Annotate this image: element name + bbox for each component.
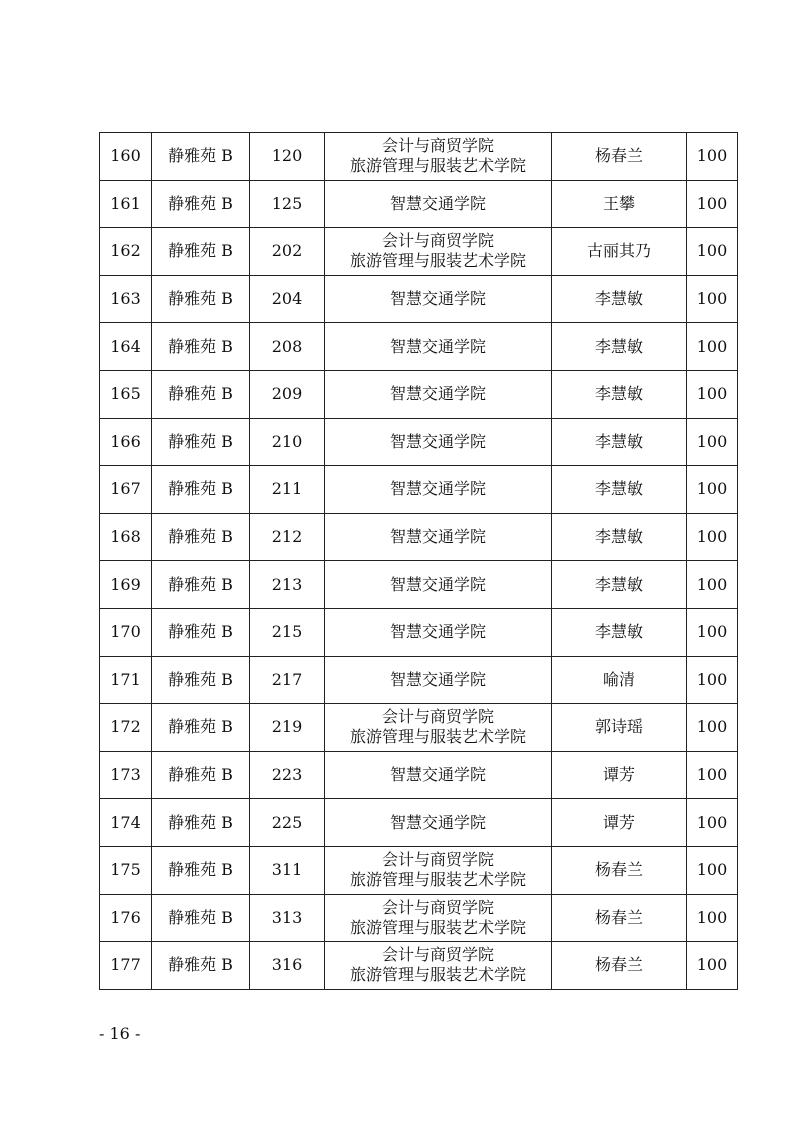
score-cell: 100 (687, 846, 738, 894)
college-cell (325, 894, 552, 942)
score-cell: 100 (687, 513, 738, 561)
table-row (100, 561, 738, 609)
score-cell: 100 (687, 799, 738, 847)
row-number-cell: 161 (100, 180, 152, 228)
table-row (100, 942, 738, 990)
page-number: - 16 - (99, 1024, 141, 1043)
row-number-cell: 166 (100, 418, 152, 466)
row-number-cell: 174 (100, 799, 152, 847)
table-row (100, 513, 738, 561)
score-cell: 100 (687, 133, 738, 181)
table-row (100, 894, 738, 942)
table-row (100, 133, 738, 181)
building-cell: 静雅苑 B (152, 751, 250, 799)
manager-name-cell: 杨春兰 (552, 846, 687, 894)
college-name: 智慧交通学院 (389, 669, 486, 689)
college-name: 会计与商贸学院 (381, 945, 494, 965)
college-name: 智慧交通学院 (389, 812, 486, 832)
college-cell (325, 561, 552, 609)
building-cell: 静雅苑 B (152, 323, 250, 371)
score-cell: 100 (687, 656, 738, 704)
college-cell (325, 323, 552, 371)
score-cell: 100 (687, 418, 738, 466)
manager-name-cell: 李慧敏 (552, 323, 687, 371)
room-cell: 311 (250, 846, 325, 894)
table-row (100, 751, 738, 799)
manager-name-cell: 喻清 (552, 656, 687, 704)
score-cell: 100 (687, 561, 738, 609)
row-number-cell: 171 (100, 656, 152, 704)
college-name: 旅游管理与服装艺术学院 (349, 727, 526, 747)
table-row (100, 275, 738, 323)
table-body (100, 133, 738, 990)
building-cell: 静雅苑 B (152, 799, 250, 847)
row-number-cell: 160 (100, 133, 152, 181)
room-cell: 219 (250, 704, 325, 752)
score-cell: 100 (687, 466, 738, 514)
dormitory-score-table (99, 132, 738, 990)
score-cell: 100 (687, 180, 738, 228)
building-cell: 静雅苑 B (152, 228, 250, 276)
college-name: 旅游管理与服装艺术学院 (349, 917, 526, 937)
score-cell: 100 (687, 894, 738, 942)
college-cell (325, 133, 552, 181)
room-cell: 213 (250, 561, 325, 609)
building-cell: 静雅苑 B (152, 180, 250, 228)
table-row (100, 466, 738, 514)
row-number-cell: 172 (100, 704, 152, 752)
room-cell: 202 (250, 228, 325, 276)
college-name: 智慧交通学院 (389, 574, 486, 594)
room-cell: 125 (250, 180, 325, 228)
manager-name-cell: 古丽其乃 (552, 228, 687, 276)
building-cell: 静雅苑 B (152, 561, 250, 609)
college-cell (325, 418, 552, 466)
table-row (100, 846, 738, 894)
room-cell: 225 (250, 799, 325, 847)
table-row (100, 704, 738, 752)
college-cell (325, 656, 552, 704)
table-row (100, 799, 738, 847)
dormitory-score-table-container (99, 132, 737, 990)
room-cell: 209 (250, 370, 325, 418)
college-cell (325, 751, 552, 799)
college-name: 智慧交通学院 (389, 193, 486, 213)
manager-name-cell: 李慧敏 (552, 561, 687, 609)
building-cell: 静雅苑 B (152, 942, 250, 990)
manager-name-cell: 王攀 (552, 180, 687, 228)
college-name: 会计与商贸学院 (381, 231, 494, 251)
table-row (100, 323, 738, 371)
college-name: 智慧交通学院 (389, 622, 486, 642)
row-number-cell: 162 (100, 228, 152, 276)
college-name: 会计与商贸学院 (381, 707, 494, 727)
room-cell: 211 (250, 466, 325, 514)
building-cell: 静雅苑 B (152, 704, 250, 752)
college-cell (325, 228, 552, 276)
college-name: 智慧交通学院 (389, 527, 486, 547)
table-row (100, 656, 738, 704)
manager-name-cell: 杨春兰 (552, 133, 687, 181)
score-cell: 100 (687, 323, 738, 371)
manager-name-cell: 杨春兰 (552, 942, 687, 990)
score-cell: 100 (687, 370, 738, 418)
building-cell: 静雅苑 B (152, 133, 250, 181)
manager-name-cell: 谭芳 (552, 751, 687, 799)
table-row (100, 418, 738, 466)
building-cell: 静雅苑 B (152, 894, 250, 942)
building-cell: 静雅苑 B (152, 466, 250, 514)
college-cell (325, 704, 552, 752)
row-number-cell: 170 (100, 608, 152, 656)
building-cell: 静雅苑 B (152, 608, 250, 656)
building-cell: 静雅苑 B (152, 418, 250, 466)
score-cell: 100 (687, 275, 738, 323)
score-cell: 100 (687, 608, 738, 656)
college-name: 旅游管理与服装艺术学院 (349, 156, 526, 176)
row-number-cell: 173 (100, 751, 152, 799)
row-number-cell: 169 (100, 561, 152, 609)
score-cell: 100 (687, 751, 738, 799)
building-cell: 静雅苑 B (152, 513, 250, 561)
table-row (100, 228, 738, 276)
score-cell: 100 (687, 704, 738, 752)
college-name: 会计与商贸学院 (381, 136, 494, 156)
room-cell: 204 (250, 275, 325, 323)
college-cell (325, 275, 552, 323)
score-cell: 100 (687, 228, 738, 276)
college-name: 智慧交通学院 (389, 431, 486, 451)
college-name: 智慧交通学院 (389, 289, 486, 309)
building-cell: 静雅苑 B (152, 370, 250, 418)
table-row (100, 180, 738, 228)
row-number-cell: 177 (100, 942, 152, 990)
manager-name-cell: 杨春兰 (552, 894, 687, 942)
room-cell: 210 (250, 418, 325, 466)
building-cell: 静雅苑 B (152, 656, 250, 704)
building-cell: 静雅苑 B (152, 275, 250, 323)
manager-name-cell: 李慧敏 (552, 513, 687, 561)
row-number-cell: 176 (100, 894, 152, 942)
row-number-cell: 165 (100, 370, 152, 418)
college-name: 旅游管理与服装艺术学院 (349, 965, 526, 985)
college-cell (325, 513, 552, 561)
college-name: 智慧交通学院 (389, 765, 486, 785)
table-row (100, 370, 738, 418)
manager-name-cell: 李慧敏 (552, 466, 687, 514)
college-name: 会计与商贸学院 (381, 897, 494, 917)
room-cell: 316 (250, 942, 325, 990)
college-name: 智慧交通学院 (389, 384, 486, 404)
manager-name-cell: 李慧敏 (552, 418, 687, 466)
college-cell (325, 846, 552, 894)
college-cell (325, 942, 552, 990)
row-number-cell: 168 (100, 513, 152, 561)
college-name: 智慧交通学院 (389, 336, 486, 356)
manager-name-cell: 谭芳 (552, 799, 687, 847)
college-cell (325, 466, 552, 514)
row-number-cell: 164 (100, 323, 152, 371)
manager-name-cell: 李慧敏 (552, 608, 687, 656)
row-number-cell: 167 (100, 466, 152, 514)
room-cell: 120 (250, 133, 325, 181)
manager-name-cell: 李慧敏 (552, 370, 687, 418)
room-cell: 313 (250, 894, 325, 942)
college-cell (325, 180, 552, 228)
college-name: 旅游管理与服装艺术学院 (349, 251, 526, 271)
college-name: 会计与商贸学院 (381, 850, 494, 870)
row-number-cell: 163 (100, 275, 152, 323)
row-number-cell: 175 (100, 846, 152, 894)
room-cell: 208 (250, 323, 325, 371)
table-row (100, 608, 738, 656)
manager-name-cell: 郭诗瑶 (552, 704, 687, 752)
room-cell: 223 (250, 751, 325, 799)
room-cell: 215 (250, 608, 325, 656)
score-cell: 100 (687, 942, 738, 990)
college-name: 旅游管理与服装艺术学院 (349, 870, 526, 890)
college-cell (325, 799, 552, 847)
college-cell (325, 608, 552, 656)
manager-name-cell: 李慧敏 (552, 275, 687, 323)
college-cell (325, 370, 552, 418)
room-cell: 217 (250, 656, 325, 704)
building-cell: 静雅苑 B (152, 846, 250, 894)
college-name: 智慧交通学院 (389, 479, 486, 499)
room-cell: 212 (250, 513, 325, 561)
